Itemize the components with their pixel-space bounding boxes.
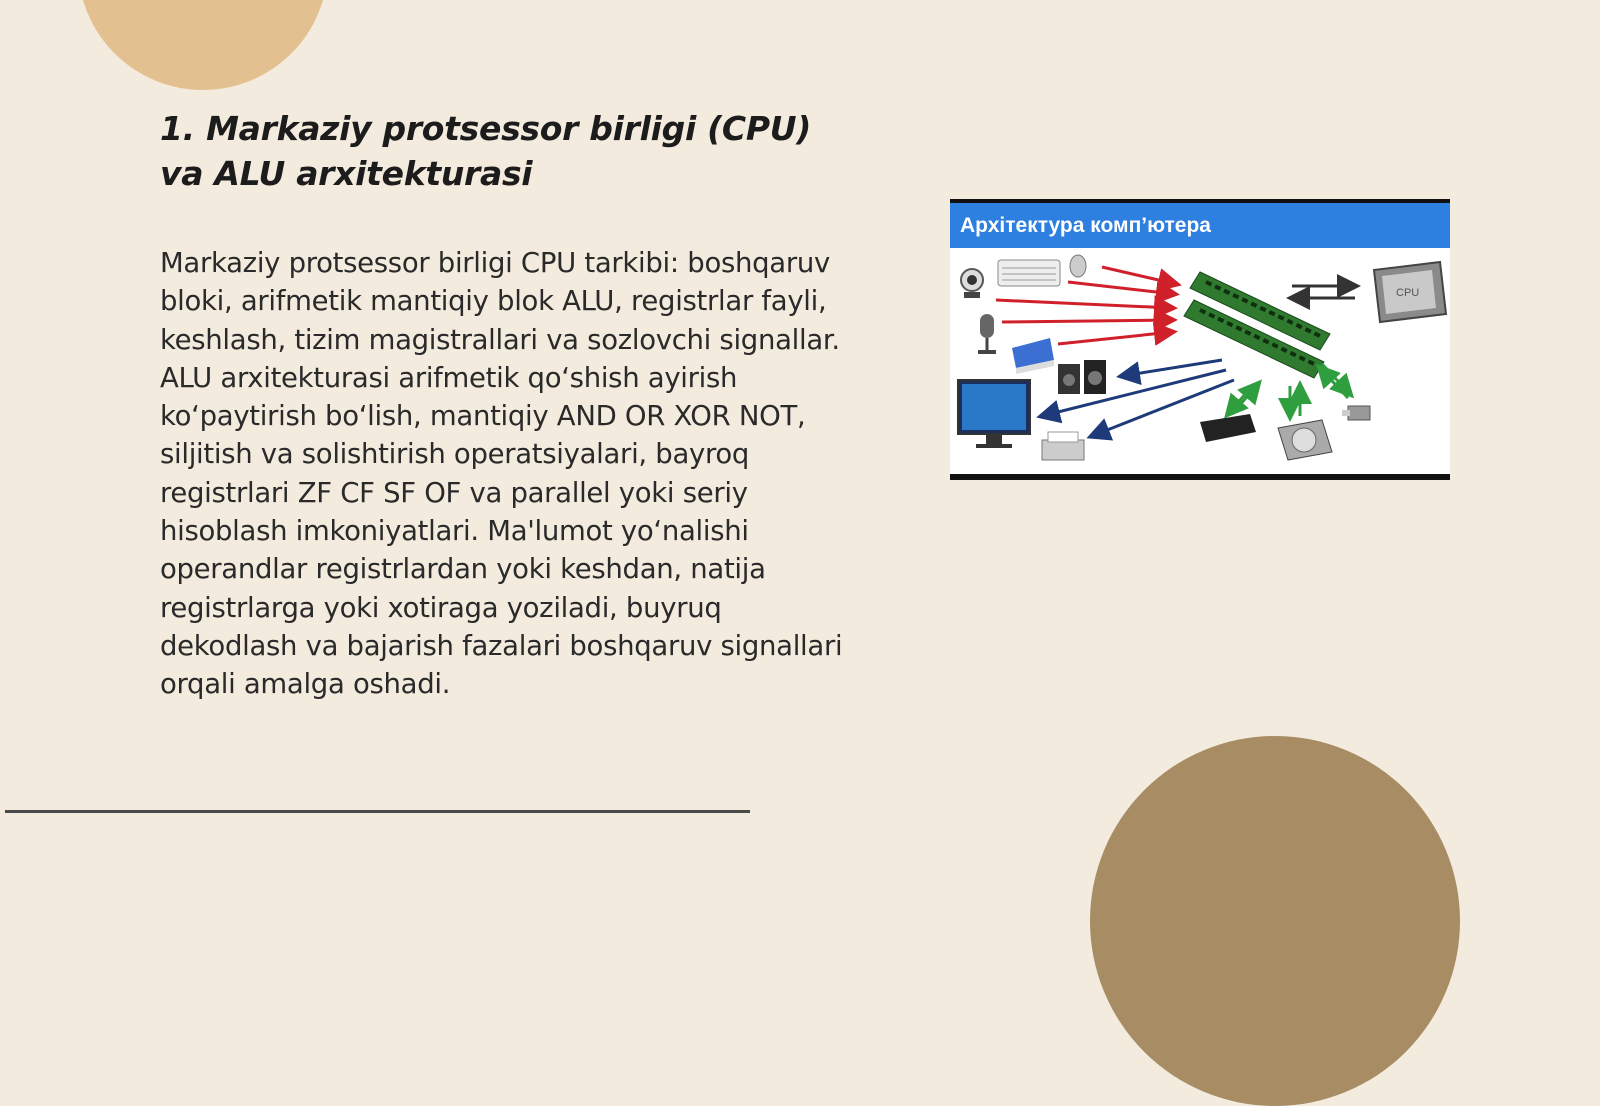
cpu-chip-label: CPU — [1396, 287, 1420, 299]
usb-flash-icon — [1342, 406, 1370, 420]
printer-icon — [1042, 432, 1084, 460]
slide-body-text: Markaziy protsessor birligi CPU tarkibi: boshqaruv bloki, arifmetik mantiqiy blok ALU, registrlar fayli, keshlash, tizim magistrallari va sozlovchi signallar. ALU arxitekturasi arifmetik qo‘shish ayirish ko‘paytirish bo‘lish, mantiqiy AND OR XOR NOT, siljitish va solishtirish operatsiyalari, bayroq registrlari ZF CF SF OF va parallel yoki seriy hisoblash imkoniyatlari. Ma'lumot yo‘nalishi operandlar registrlardan yoki keshdan, natija registrlarga yoki xotiraga yoziladi, buyruq dekodlash va bajarish fazalari boshqaruv signallari orqali amalga oshadi. — [160, 247, 843, 701]
divider-line — [5, 810, 750, 813]
monitor-icon — [958, 380, 1030, 448]
decorative-circle-top — [78, 0, 328, 90]
slide-title: 1. Markaziy protsessor birligi (CPU) va ALU arxitekturasi — [160, 109, 812, 193]
computer-architecture-figure — [950, 199, 1450, 480]
figure-header: Архітектура комп’ютера — [950, 203, 1450, 248]
external-drive-icon — [1200, 414, 1256, 442]
speaker-icon — [1058, 360, 1106, 394]
webcam-icon — [961, 269, 983, 298]
memory-cpu-arrows — [1292, 286, 1355, 298]
keyboard-icon — [998, 260, 1060, 286]
cpu-chip-icon — [1374, 262, 1446, 322]
hard-disk-icon — [1278, 420, 1332, 460]
decorative-circle-bottom — [1090, 736, 1460, 1106]
scanner-icon — [1012, 338, 1054, 374]
microphone-icon — [978, 314, 996, 354]
mouse-icon — [1070, 255, 1086, 277]
figure-illustration — [950, 252, 1450, 474]
storage-arrows — [1228, 364, 1350, 416]
